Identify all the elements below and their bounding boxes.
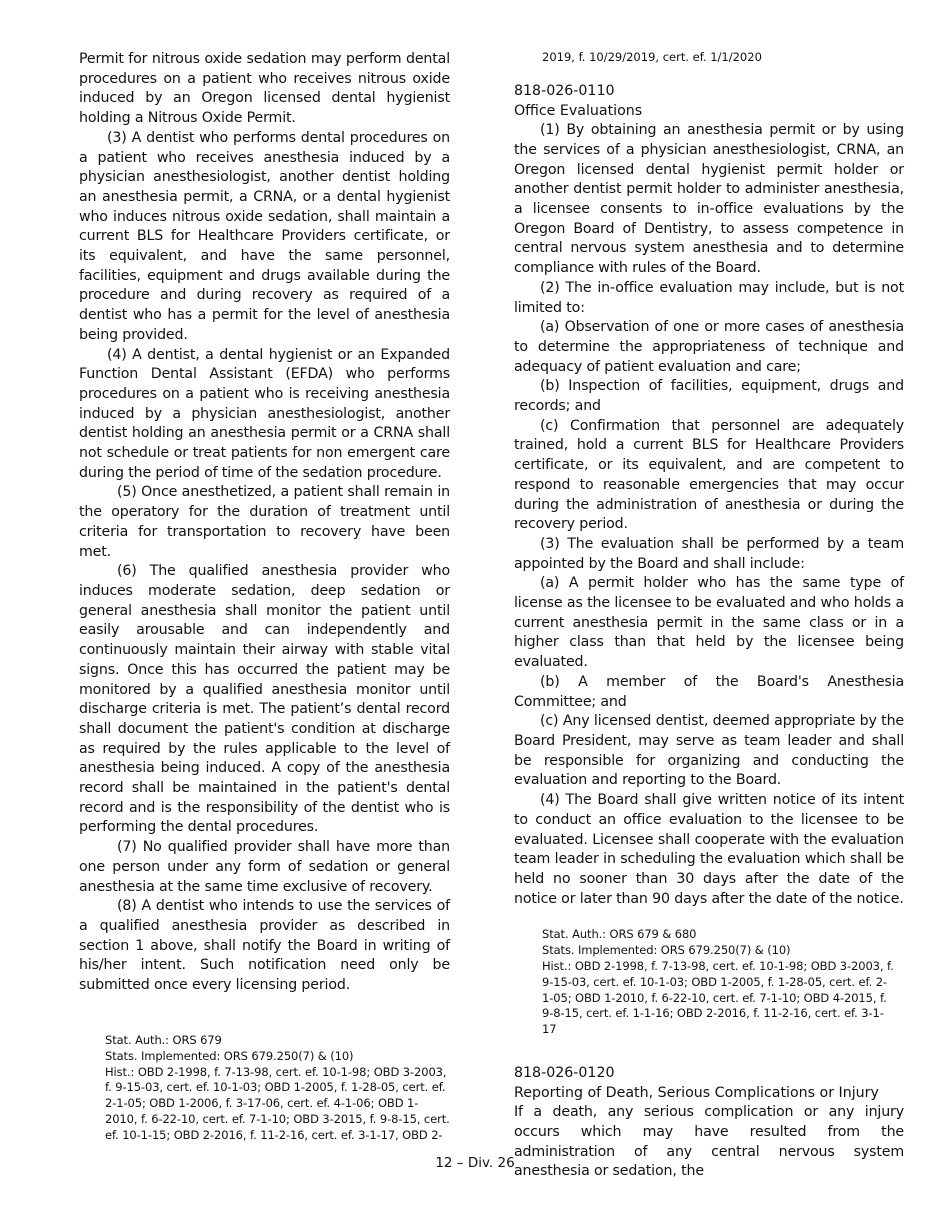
stat-auth: Stat. Auth.: ORS 679 (105, 1033, 222, 1047)
right-citation-block (542, 927, 897, 1038)
rule-number: 818-026-0110 (514, 82, 615, 99)
paragraph-2b: (b) Inspection of facilities, equipment, drugs and records; and (514, 378, 904, 415)
paragraph-3: (3) A dentist who performs dental procedures on a patient who receives anesthesia induced by a physician anesthesiologist, another dentist holding an anesthesia permit, a CRNA, or a dental hygienist who induces nitrous oxide sedation, shall maintain a current BLS for Healthcare Providers certificate, or its equivalent, and have the same personnel, facilities, equipment and drugs available during the procedure and during recovery as required of a dentist who has a permit for the level of anesthesia being provided. (79, 129, 450, 343)
paragraph-5: (5) Once anesthetized, a patient shall remain in the operatory for the duration of treatment until criteria for transportation to recovery have been met. (79, 484, 450, 560)
paragraph-continuation: Permit for nitrous oxide sedation may perform dental procedures on a patient who receives nitrous oxide induced by an Oregon licensed dental hygienist holding a Nitrous Oxide Permit. (79, 51, 450, 127)
left-citation-block (105, 1033, 450, 1144)
paragraph-4: (4) The Board shall give written notice of its intent to conduct an office evaluation to the licensee to be evaluated. Licensee shall cooperate with the evaluation team leader in scheduling the evaluation which shall be held no sooner than 30 days after the date of the notice or later than 90 days after the date of the notice. (514, 792, 904, 907)
left-column (79, 50, 450, 996)
paragraph-2: (2) The in-office evaluation may include, but is not limited to: (514, 279, 904, 316)
paragraph-2a: (a) Observation of one or more cases of anesthesia to determine the appropriateness of technique and adequacy of patient evaluation and care; (514, 319, 904, 375)
rule-number: 818-026-0120 (514, 1064, 615, 1081)
page-footer: 12 – Div. 26 (435, 1155, 515, 1171)
paragraph-2c: (c) Confirmation that personnel are adequately trained, hold a current BLS for Healthcare Providers certificate, or its equivalent, and are competent to respond to reasonable emergencies that may occur during the administration of anesthesia or during the recovery period. (514, 417, 904, 533)
paragraph-7: (7) No qualified provider shall have more than one person under any form of sedation or general anesthesia at the same time exclusive of recovery. (79, 839, 450, 895)
stats-implemented: Stats. Implemented: ORS 679.250(7) & (10) (105, 1048, 354, 1063)
paragraph-3: (3) The evaluation shall be performed by a team appointed by the Board and shall include: (514, 535, 904, 572)
stats-implemented: Stats. Implemented: ORS 679.250(7) & (10) (542, 943, 791, 958)
section-office-evaluations (514, 82, 904, 1038)
stat-auth: Stat. Auth.: ORS 679 & 680 (542, 927, 697, 942)
history: Hist.: OBD 2-1998, f. 7-13-98, cert. ef. 10-1-98; OBD 3-2003, f. 9-15-03, cert. ef. 10-1-03; OBD 1-2005, f. 1-28-05, cert. ef. 2-1-05; OBD 1-2006, f. 3-17-06, cert. ef. 4-1-06; OBD 1-2010, f. 6-22-10, cert. ef. 7-1-10; OBD 3-2015, f. 9-8-15, cert. ef. 10-1-15; OBD 2-2016, f. 11-2-16, cert. ef. 3-1-17, OBD 2- (105, 1064, 450, 1142)
rule-title: Reporting of Death, Serious Complications or Injury (514, 1084, 879, 1101)
history: Hist.: OBD 2-1998, f. 7-13-98, cert. ef. 10-1-98; OBD 3-2003, f. 9-15-03, cert. ef. 10-1-03; OBD 1-2005, f. 1-28-05, cert. ef. 2-1-05; OBD 1-2010, f. 6-22-10, cert. ef. 7-1-10; OBD 4-2015, f. 9-8-15, cert. ef. 1-1-16; OBD 2-2016, f. 11-2-16, cert. ef. 3-1-17 (542, 958, 894, 1037)
paragraph-8: (8) A dentist who intends to use the services of a qualified anesthesia provider as described in section 1 above, shall notify the Board in writing of his/her intent. Such notification need only be submitted once every licensing period. (79, 898, 450, 994)
paragraph-3c: (c) Any licensed dentist, deemed appropriate by the Board President, may serve as team leader and shall be responsible for organizing and conducting the evaluation and reporting to the Board. (514, 713, 904, 789)
right-column (514, 50, 904, 1182)
paragraph-1: (1) By obtaining an anesthesia permit or by using the services of a physician anesthesiologist, CRNA, an Oregon licensed dental hygienist permit holder or another dentist permit holder to administer anesthesia, a licensee consents to in-office evaluations by the Oregon Board of Dentistry, to assess competence in central nervous system anesthesia and to determine compliance with rules of the Board. (514, 122, 904, 277)
paragraph-6: (6) The qualified anesthesia provider who induces moderate sedation, deep sedation or general anesthesia shall monitor the patient until easily arousable and can independently and continuously maintain their airway with stable vital signs. Once this has occurred the patient may be monitored by a qualified anesthesia monitor until discharge criteria is met. The patient’s dental record shall document the patient's condition at discharge as required by the rules applicable to the level of anesthesia being induced. A copy of the anesthesia record shall be maintained in the patient's dental record and is the responsibility of the dentist who is performing the dental procedures. (79, 563, 450, 836)
paragraph: If a death, any serious complication or any injury occurs which may have resulted from the administration of any central nervous system anesthesia or sedation, the (514, 1104, 904, 1180)
paragraph-4: (4) A dentist, a dental hygienist or an Expanded Function Dental Assistant (EFDA) who performs procedures on a patient who is receiving anesthesia induced by a physician anesthesiologist, another dentist holding an anesthesia permit or a CRNA shall not schedule or treat patients for non emergent care during the period of time of the sedation procedure. (79, 346, 450, 481)
paragraph-3a: (a) A permit holder who has the same type of license as the licensee to be evaluated and who holds a current anesthesia permit in the same class or in a higher class than that held by the licensee being evaluated. (514, 575, 904, 671)
history-continuation: 2019, f. 10/29/2019, cert. ef. 1/1/2020 (542, 50, 762, 64)
rule-title: Office Evaluations (514, 102, 643, 119)
paragraph-3b: (b) A member of the Board's Anesthesia Committee; and (514, 673, 904, 710)
